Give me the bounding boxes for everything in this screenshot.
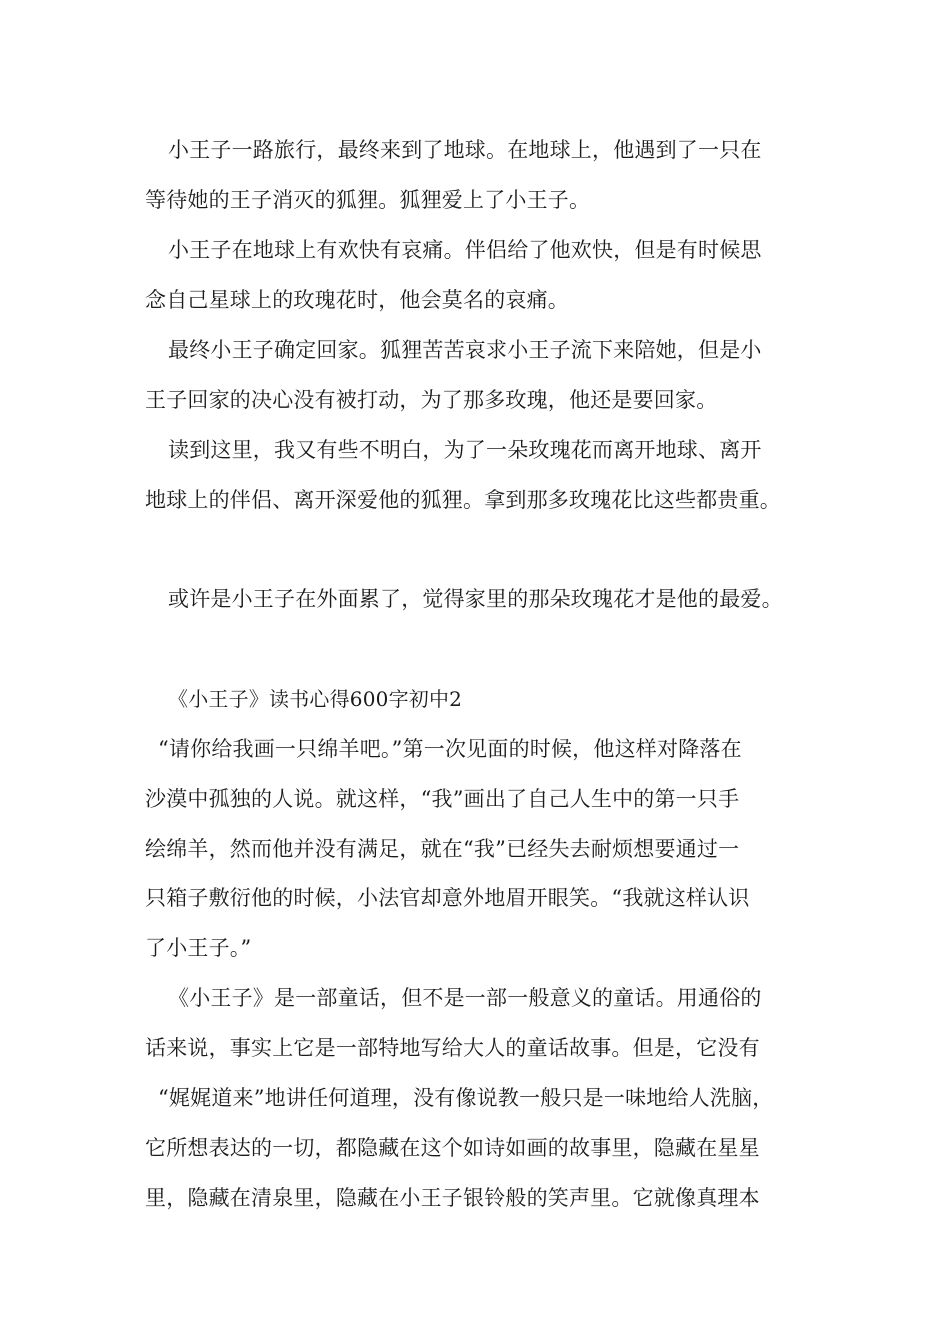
paragraph-line: 了小王子。”: [145, 936, 252, 960]
paragraph-line: 里，隐藏在清泉里，隐藏在小王子银铃般的笑声里。它就像真理本: [145, 1186, 760, 1210]
paragraph-line: 话来说，事实上它是一部特地写给大人的童话故事。但是，它没有: [145, 1036, 760, 1060]
paragraph-line: “娓娓道来”地讲任何道理，没有像说教一般只是一味地给人洗脑，: [158, 1086, 774, 1110]
paragraph-line: 它所想表达的一切，都隐藏在这个如诗如画的故事里，隐藏在星星: [145, 1136, 760, 1160]
section-heading: 《小王子》读书心得600字初中2: [168, 687, 463, 711]
paragraph-line: “请你给我画一只绵羊吧。”第一次见面的时候，他这样对降落在: [158, 737, 742, 761]
paragraph-line: 等待她的王子消灭的狐狸。狐狸爱上了小王子。: [145, 188, 591, 212]
paragraph-line: 《小王子》是一部童话，但不是一部一般意义的童话。用通俗的: [168, 986, 762, 1010]
paragraph-line: 地球上的伴侣、离开深爱他的狐狸。拿到那多玫瑰花比这些都贵重。: [145, 488, 781, 512]
paragraph-line: 小王子在地球上有欢快有哀痛。伴侣给了他欢快，但是有时候思: [168, 238, 762, 262]
paragraph-line: 沙漠中孤独的人说。就这样，“我”画出了自己人生中的第一只手: [145, 787, 740, 811]
paragraph-line: 小王子一路旅行，最终来到了地球。在地球上，他遇到了一只在: [168, 138, 762, 162]
paragraph-line: 念自己星球上的玫瑰花时，他会莫名的哀痛。: [145, 288, 569, 312]
paragraph-line: 读到这里，我又有些不明白，为了一朵玫瑰花而离开地球、离开: [168, 438, 762, 462]
paragraph-line: 最终小王子确定回家。狐狸苦苦哀求小王子流下来陪她，但是小: [168, 338, 762, 362]
paragraph-line: 王子回家的决心没有被打动，为了那多玫瑰，他还是要回家。: [145, 388, 718, 412]
paragraph-line: 或许是小王子在外面累了，觉得家里的那朵玫瑰花才是他的最爱。: [168, 587, 783, 611]
paragraph-line: 绘绵羊，然而他并没有满足，就在“我”已经失去耐烦想要通过一: [145, 837, 740, 861]
paragraph-line: 只箱子敷衍他的时候，小法官却意外地眉开眼笑。“我就这样认识: [145, 886, 750, 910]
